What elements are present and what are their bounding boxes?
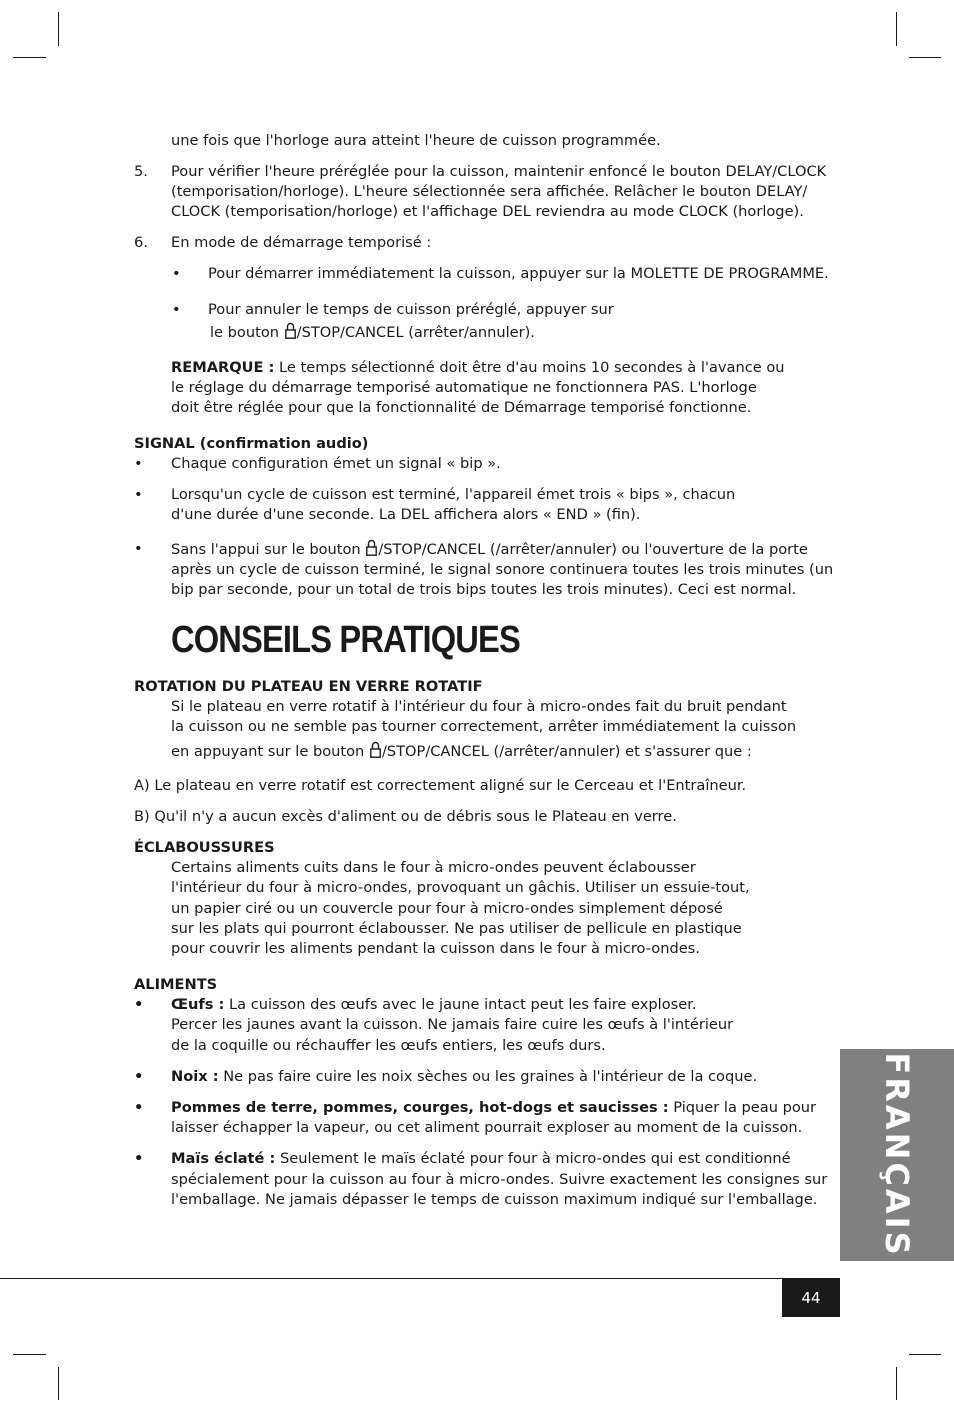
paragraph-line — [210, 322, 535, 343]
paragraph-line: doit être réglée pour que la fonctionnalité de Démarrage temporisé fonctionne. — [171, 399, 752, 416]
paragraph-line: Lorsqu'un cycle de cuisson est terminé, l'appareil émet trois « bips », chacun — [171, 486, 736, 503]
paragraph-line: un papier ciré ou un couvercle pour four à micro-ondes simplement déposé — [171, 900, 723, 917]
text-segment: /STOP/CANCEL (/arrêter/annuler) et s'assurer que : — [381, 743, 752, 760]
paragraph-line — [171, 358, 785, 378]
bullet: • — [134, 1068, 144, 1085]
padlock-icon — [366, 539, 377, 556]
paragraph-line: une fois que l'horloge aura atteint l'heure de cuisson programmée. — [171, 132, 661, 149]
paragraph-line: Certains aliments cuits dans le four à micro-ondes peuvent éclabousser — [171, 859, 696, 876]
section-heading: ROTATION DU PLATEAU EN VERRE ROTATIF — [134, 678, 483, 695]
language-tab — [840, 1049, 954, 1261]
language-tab-label: FRANÇAIS — [878, 1052, 917, 1258]
paragraph-line — [171, 995, 697, 1015]
text-segment: Piquer la peau pour — [673, 1099, 817, 1116]
paragraph-line: bip par seconde, pour un total de trois bips toutes les trois minutes). Ceci est normal. — [171, 581, 797, 598]
bullet: • — [134, 486, 143, 503]
bullet: • — [134, 455, 143, 472]
bullet: • — [172, 265, 181, 282]
bullet: • — [134, 1099, 144, 1116]
remarque-label: REMARQUE : — [171, 359, 275, 376]
paragraph-line: d'une durée d'une seconde. La DEL affichera alors « END » (fin). — [171, 506, 641, 523]
text-segment: /STOP/CANCEL (/arrêter/annuler) ou l'ouverture de la porte — [378, 541, 808, 558]
bullet: • — [134, 996, 144, 1013]
paragraph-line: En mode de démarrage temporisé : — [171, 234, 432, 251]
crop-mark — [909, 57, 941, 58]
paragraph-line — [171, 1149, 791, 1169]
list-number: 6. — [134, 234, 148, 251]
paragraph-line: la cuisson ou ne semble pas tourner correctement, arrêter immédiatement la cuisson — [171, 718, 797, 735]
footer-rule — [0, 1278, 840, 1279]
bullet: • — [134, 540, 143, 557]
crop-mark — [909, 1354, 941, 1355]
list-number: 5. — [134, 163, 148, 180]
paragraph-line: sur les plats qui pourront éclabousser. Ne pas utiliser de pellicule en plastique — [171, 920, 742, 937]
section-heading: SIGNAL (confirmation audio) — [134, 435, 369, 452]
paragraph-line: A) Le plateau en verre rotatif est correctement aligné sur le Cerceau et l'Entraîneur. — [134, 777, 747, 794]
paragraph-line: spécialement pour la cuisson au four à micro-ondes. Suivre exactement les consignes sur — [171, 1171, 828, 1188]
page-number: 44 — [782, 1279, 840, 1317]
page-title: CONSEILS PRATIQUES — [171, 619, 520, 661]
crop-mark — [13, 57, 46, 58]
crop-mark — [58, 12, 59, 46]
bullet: • — [172, 301, 181, 318]
food-label: Noix : — [171, 1068, 219, 1085]
paragraph-line: Chaque configuration émet un signal « bip ». — [171, 455, 501, 472]
text-segment: La cuisson des œufs avec le jaune intact peut les faire exploser. — [229, 996, 697, 1013]
bullet: • — [134, 1150, 144, 1167]
paragraph-line — [171, 1067, 757, 1087]
food-label: Œufs : — [171, 996, 225, 1013]
paragraph-line: pour couvrir les aliments pendant la cuisson dans le four à micro-ondes. — [171, 940, 700, 957]
paragraph-line: Percer les jaunes avant la cuisson. Ne jamais faire cuire les œufs à l'intérieur — [171, 1016, 734, 1033]
text-segment: /STOP/CANCEL (arrêter/annuler). — [296, 324, 535, 341]
section-heading: ALIMENTS — [134, 976, 218, 993]
section-heading: ÉCLABOUSSURES — [134, 839, 275, 856]
text-segment: Sans l'appui sur le bouton — [171, 541, 361, 558]
paragraph-line — [171, 741, 752, 762]
paragraph-line: le réglage du démarrage temporisé automatique ne fonctionnera PAS. L'horloge — [171, 379, 757, 396]
paragraph-line — [171, 539, 808, 560]
text-segment: Le temps sélectionné doit être d'au moins 10 secondes à l'avance ou — [279, 359, 785, 376]
text-segment: le bouton — [210, 324, 280, 341]
text-segment: Ne pas faire cuire les noix sèches ou les graines à l'intérieur de la coque. — [223, 1068, 758, 1085]
paragraph-line: Si le plateau en verre rotatif à l'intérieur du four à micro-ondes fait du bruit pendant — [171, 698, 787, 715]
crop-mark — [13, 1354, 46, 1355]
paragraph-line: l'intérieur du four à micro-ondes, provoquant un gâchis. Utiliser un essuie-tout, — [171, 879, 750, 896]
paragraph-line: B) Qu'il n'y a aucun excès d'aliment ou de débris sous le Plateau en verre. — [134, 808, 677, 825]
padlock-icon — [285, 322, 296, 339]
paragraph-line: CLOCK (temporisation/horloge) et l'affichage DEL reviendra au mode CLOCK (horloge). — [171, 203, 804, 220]
crop-mark — [896, 1367, 897, 1400]
paragraph-line: après un cycle de cuisson terminé, le signal sonore continuera toutes les trois minutes (un — [171, 561, 834, 578]
paragraph-line: Pour vérifier l'heure préréglée pour la cuisson, maintenir enfoncé le bouton DELAY/CLOCK — [171, 163, 827, 180]
food-label: Pommes de terre, pommes, courges, hot-dogs et saucisses : — [171, 1099, 669, 1116]
crop-mark — [896, 12, 897, 46]
paragraph-line: l'emballage. Ne jamais dépasser le temps de cuisson maximum indiqué sur l'emballage. — [171, 1191, 818, 1208]
paragraph-line: laisser échapper la vapeur, ou cet aliment pourrait exploser au moment de la cuisson. — [171, 1119, 803, 1136]
paragraph-line: Pour annuler le temps de cuisson préréglé, appuyer sur — [208, 301, 614, 318]
paragraph-line: de la coquille ou réchauffer les œufs entiers, les œufs durs. — [171, 1037, 606, 1054]
crop-mark — [58, 1367, 59, 1400]
padlock-icon — [370, 741, 381, 758]
paragraph-line — [171, 1098, 816, 1118]
text-segment: Seulement le maïs éclaté pour four à micro-ondes qui est conditionné — [279, 1150, 791, 1167]
paragraph-line: (temporisation/horloge). L'heure sélectionnée sera affichée. Relâcher le bouton DELAY/ — [171, 183, 808, 200]
food-label: Maïs éclaté : — [171, 1150, 276, 1167]
paragraph-line: Pour démarrer immédiatement la cuisson, appuyer sur la MOLETTE DE PROGRAMME. — [208, 265, 829, 282]
text-segment: en appuyant sur le bouton — [171, 743, 365, 760]
